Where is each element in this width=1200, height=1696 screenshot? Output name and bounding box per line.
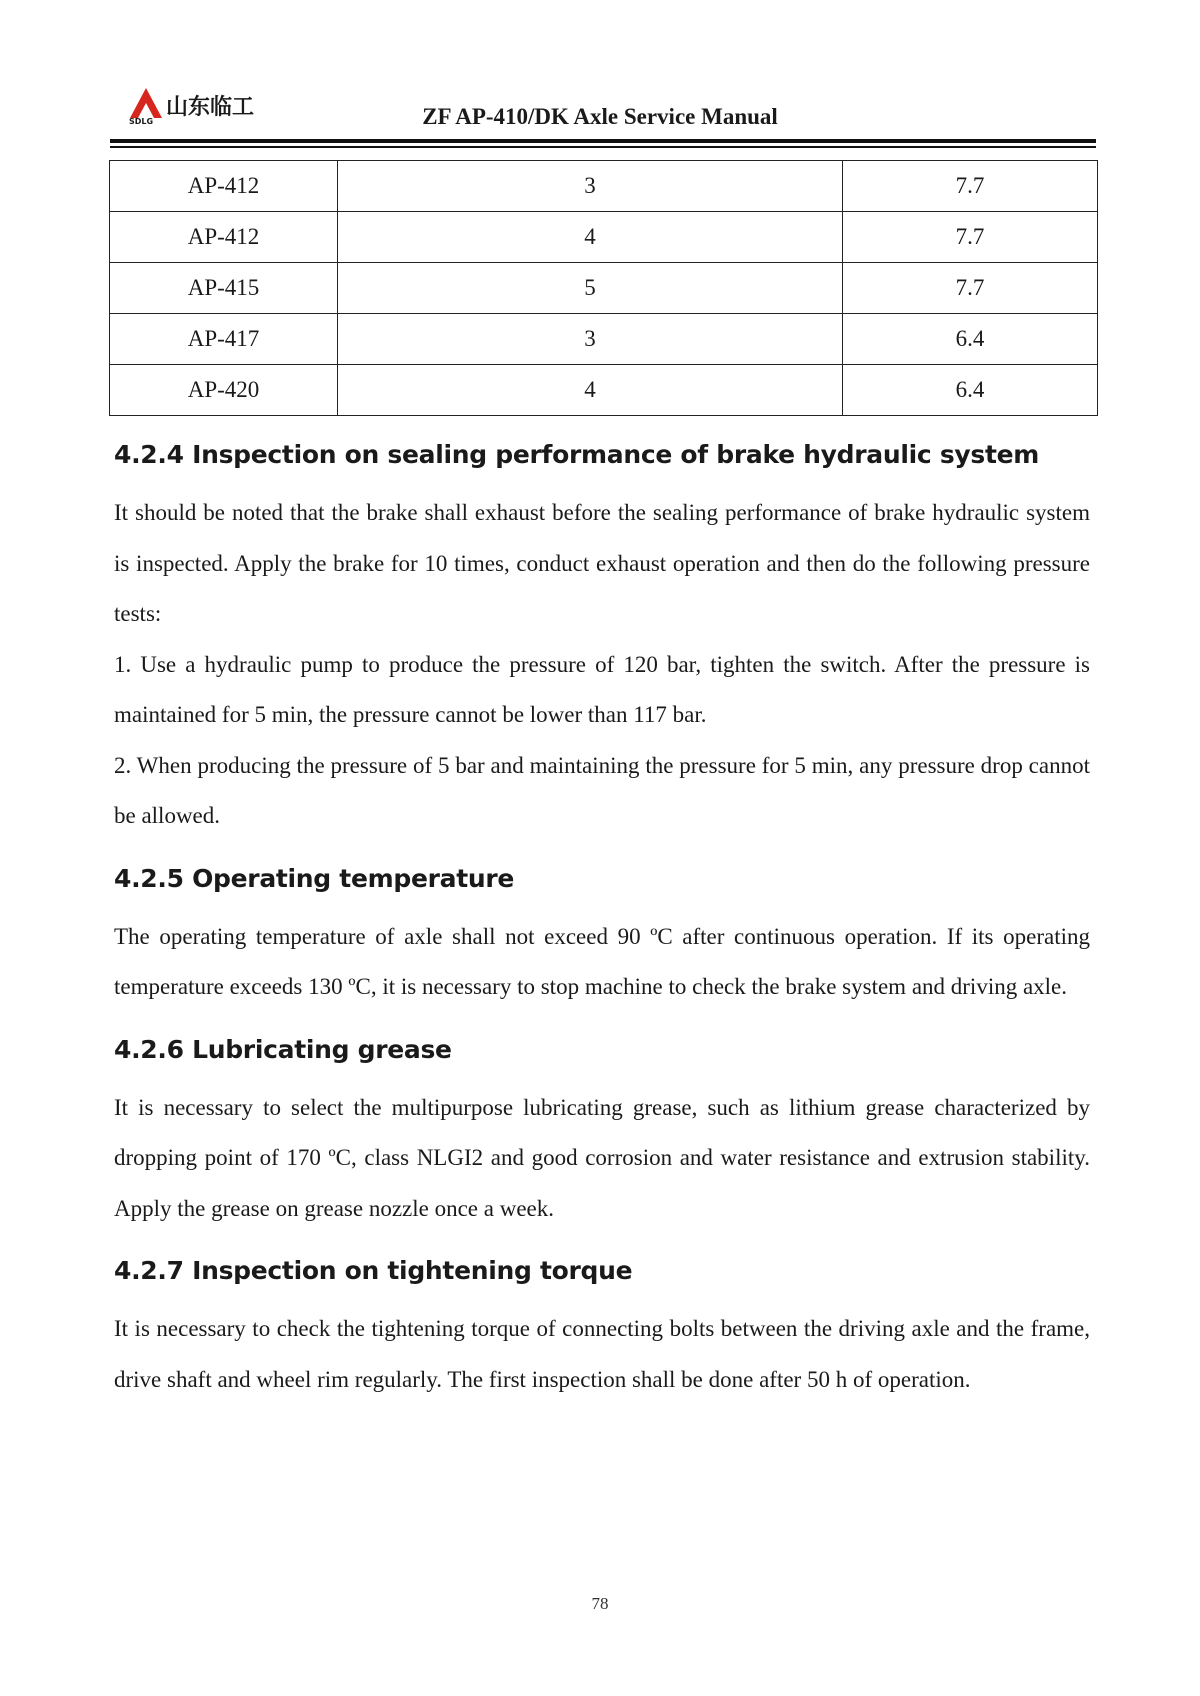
table-cell: 6.4 <box>843 314 1098 365</box>
table-cell: 3 <box>338 161 843 212</box>
table-cell: AP-412 <box>110 161 338 212</box>
section-4-2-4 <box>114 432 1090 842</box>
section-heading: 4.2.4 Inspection on sealing performance of brake hydraulic system <box>114 440 1040 469</box>
section-4-2-7 <box>114 1248 1090 1405</box>
table-row <box>110 365 1098 416</box>
paragraph: The operating temperature of axle shall not exceed 90 ºC after continuous operation. If its operating temperature exceeds 130 ºC, it is necessary to stop machine to check the brake system and driving axle. <box>114 923 1090 999</box>
table-cell: 4 <box>338 365 843 416</box>
paragraph: It should be noted that the brake shall exhaust before the sealing performance of brake hydraulic system is inspected. Apply the brake for 10 times, conduct exhaust operation and then do the following pressure tests: <box>114 500 1090 626</box>
table-cell: 5 <box>338 263 843 314</box>
axle-spec-table <box>109 160 1098 416</box>
table-cell: AP-417 <box>110 314 338 365</box>
table-row <box>110 314 1098 365</box>
table-cell: 7.7 <box>843 263 1098 314</box>
table-cell: 3 <box>338 314 843 365</box>
logo-sub-text: SDLG <box>129 117 154 124</box>
header-rule-thin <box>110 146 1096 148</box>
table-cell: AP-412 <box>110 212 338 263</box>
section-4-2-5 <box>114 856 1090 1013</box>
table-cell: 4 <box>338 212 843 263</box>
table-row <box>110 212 1098 263</box>
section-heading: 4.2.5 Operating temperature <box>114 863 515 893</box>
table-row <box>110 263 1098 314</box>
section-heading: 4.2.6 Lubricating grease <box>114 1034 452 1064</box>
section-4-2-6 <box>114 1027 1090 1235</box>
header-rule-thick <box>110 139 1096 143</box>
section-heading: 4.2.7 Inspection on tightening torque <box>114 1256 633 1285</box>
table-cell: 6.4 <box>843 365 1098 416</box>
table-cell: 7.7 <box>843 161 1098 212</box>
logo-main-text: 山东临工 <box>166 95 255 120</box>
table-row <box>110 161 1098 212</box>
header-title: ZF AP-410/DK Axle Service Manual <box>422 104 778 129</box>
main-content <box>114 432 1090 1419</box>
table-cell: 7.7 <box>843 212 1098 263</box>
page-number: 78 <box>591 1594 609 1613</box>
paragraph: It is necessary to check the tightening torque of connecting bolts between the driving axle and the frame, drive shaft and wheel rim regularly. The first inspection shall be done after 50 h of operation. <box>114 1316 1090 1392</box>
paragraph: 1. Use a hydraulic pump to produce the pressure of 120 bar, tighten the switch. After the pressure is maintained for 5 min, the pressure cannot be lower than 117 bar. <box>114 651 1090 727</box>
table-cell: AP-420 <box>110 365 338 416</box>
paragraph: 2. When producing the pressure of 5 bar and maintaining the pressure for 5 min, any pressure drop cannot be allowed. <box>114 752 1090 828</box>
table-cell: AP-415 <box>110 263 338 314</box>
paragraph: It is necessary to select the multipurpose lubricating grease, such as lithium grease characterized by dropping point of 170 ºC, class NLGI2 and good corrosion and water resistance and extrusion stability. Apply the grease on grease nozzle once a week. <box>114 1094 1090 1221</box>
